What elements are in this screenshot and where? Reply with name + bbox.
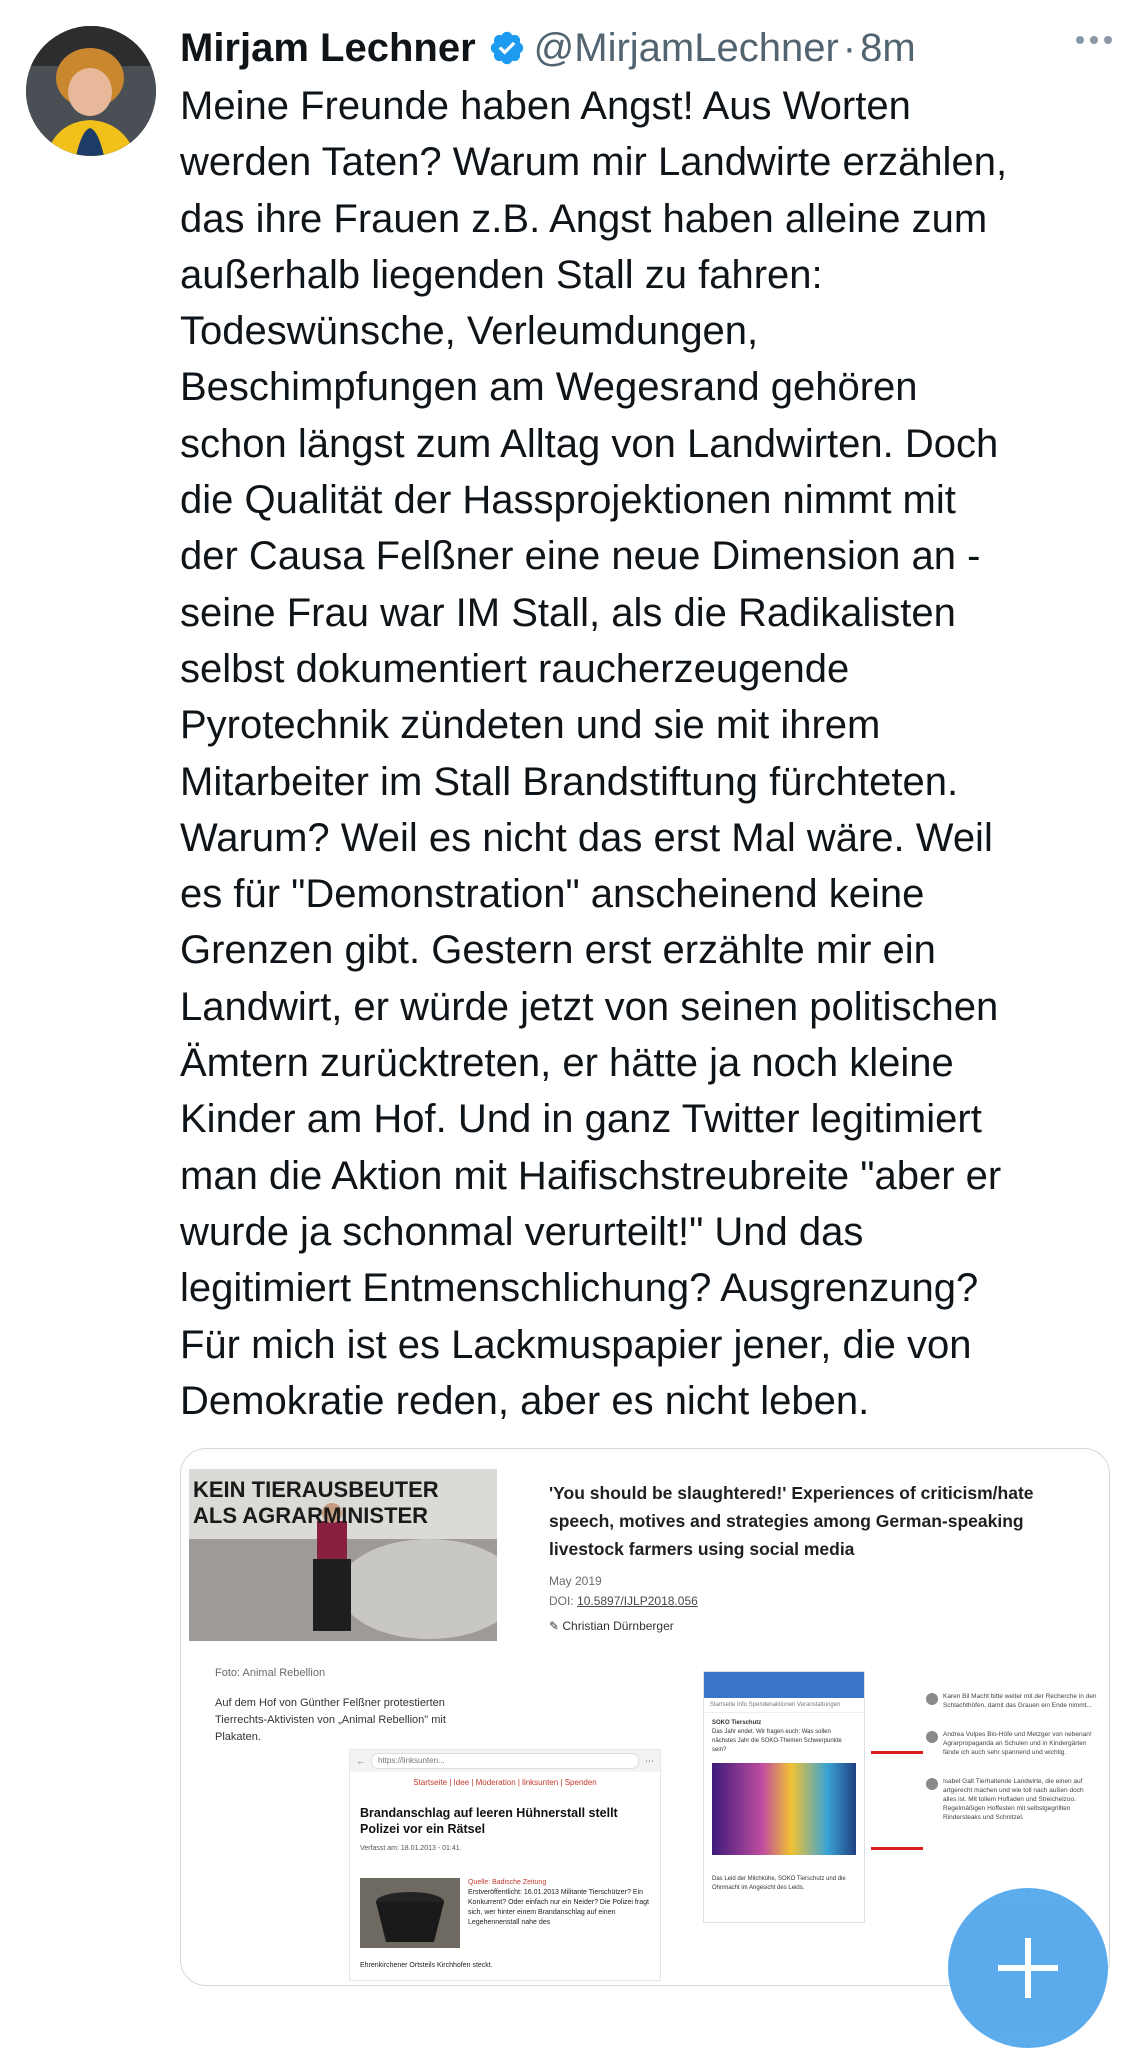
phone-tabs: Startseite Info Spendenaktionen Veranstaltungen [704,1698,864,1713]
author-avatar[interactable] [26,26,156,156]
compose-plus-icon [992,1932,1064,2004]
comment-2: Andrea Vulpes Bio-Höfe und Metzger von nebenan! Agrarpropaganda an Schulen und in Kindergärten fände ich auch sehr spannend und wichtig. [923,1727,1101,1760]
paper-title: 'You should be slaughtered!' Experiences of criticism/hate speech, motives and strategies among German-speaking livestock farmers using social media [549,1483,1034,1559]
browser-url: https://linksunten... [371,1753,639,1769]
paper-author: Christian Dürnberger [562,1619,674,1633]
photo-credit: Foto: Animal Rebellion [215,1667,326,1679]
news-article-screenshot [349,1749,661,1981]
author-name[interactable]: Mirjam Lechner [180,25,476,70]
phone-post-text: Das Jahr endet. Wir fragen euch: Was sollen nächstes Jahr die SOKO-Themen Schwerpunkte sein? [712,1729,842,1753]
comment-3: Isabel Galt Tierhaltende Landwirte, die einen auf artgerecht machen und wie toll nach außen doch alles ist. Mit tollem Hofladen und Streichelzoo. Regelmäßigen Hoffesten mit selbstgegrillten Rindersteaks und Schnitzel. [923,1774,1101,1825]
tweet-time[interactable]: 8m [860,25,916,70]
protest-photo [189,1469,497,1641]
paper-reference: 'You should be slaughtered!' Experiences of criticism/hate speech, motives and strategies among German-speaking livestock farmers using social media May 2019 DOI: 10.5897/IJLP2018.056 ✎ Christian Dürnberger [549,1479,1069,1633]
paper-date: May 2019 [549,1574,602,1588]
photo-caption: Auf dem Hof von Günther Felßner protestierten Tierrechts-Aktivisten von „Animal Rebellion" mit Plakaten. [215,1697,446,1743]
phone-post-author: SOKO Tierschutz [712,1720,762,1726]
banner-text-1: KEIN TIERAUSBEUTER [193,1477,439,1502]
facebook-page-screenshot [703,1671,865,1923]
paper-doi-label: DOI: [549,1594,574,1608]
paper-doi: 10.5897/IJLP2018.056 [577,1594,698,1608]
menu-dots-icon: ⋯ [645,1755,654,1766]
article-source: Quelle: Badische Zeitung [468,1879,547,1886]
tweet-text: Meine Freunde haben Angst! Aus Worten werden Taten? Warum mir Landwirte erzählen, das ihre Frauen z.B. Angst haben alleine zum außerhalb liegenden Stall zu fahren: Todeswünsche, Verleumdungen, Beschimpfungen am Wegesrand gehören schon längst zum Alltag von Landwirten. Doch die Qualität der Hassprojektionen nimmt mit der Causa Felßner eine neue Dimension an - seine Frau war IM Stall, als die Radikalisten selbst dokumentiert raucherzeugende Pyrotechnik zündeten und sie mit ihrem Mitarbeiter im Stall Brandstiftung fürchteten. Warum? Weil es nicht das erst Mal wäre. Weil es für "Demonstration" anscheinend keine Grenzen gibt. Gestern erst erzählte mir ein Landwirt, er würde jetzt von seinen politischen Ämtern zurücktreten, er hätte ja noch kleine Kinder am Hof. Und in ganz Twitter legitimiert man die Aktion mit Haifischstreubreite "aber er wurde ja schonmal verurteilt!" Und das legitimiert Entmenschlichung? Ausgrenzung? Für mich ist es Lackmuspapier jener, die von Demokratie reden, aber es nicht leben. [180,84,1008,1423]
thermal-image [712,1763,856,1855]
tweet-media-image[interactable] [180,1448,1110,1986]
banner-text-2: ALS AGRARMINISTER [193,1503,429,1528]
site-breadcrumbs: Startseite | Idee | Moderation | linksunten | Spenden [413,1778,597,1787]
comment-1: Karen Bil Macht bitte weiter mit der Recherche in den Schlachthöfen, damit das Grauen ein Ende nimmt... [923,1689,1101,1713]
phone-post2-text: Das Leid der Milchkühe, SOKO Tierschutz und die Ohnmacht im Angesicht des Leids. [712,1876,846,1891]
article-photo [360,1878,460,1948]
more-options-icon[interactable] [1076,36,1112,44]
verified-badge-icon [488,29,526,67]
article-body: Erstveröffentlicht: 16.01.2013 Militante Tierschützer? Ein Konkurrent? Oder einfach nur ein Neider? Die Polizei fragt sich, wer hinter einem Brandanschlag auf einen Legehennenstall nahe des [468,1889,649,1926]
article-footer: Ehrenkirchener Ortsteils Kirchhofen steckt. [360,1962,493,1969]
compose-button[interactable] [948,1888,1108,2048]
separator-dot: · [842,25,857,70]
article-headline: Brandanschlag auf leeren Hühnerstall stellt Polizei vor ein Rätsel [360,1806,618,1836]
tweet-header [180,22,1112,74]
back-arrow-icon: ← [356,1756,365,1766]
article-date: Verfasst am: 18.01.2013 - 01:41. [360,1845,462,1852]
author-handle[interactable]: @MirjamLechner [533,25,839,70]
